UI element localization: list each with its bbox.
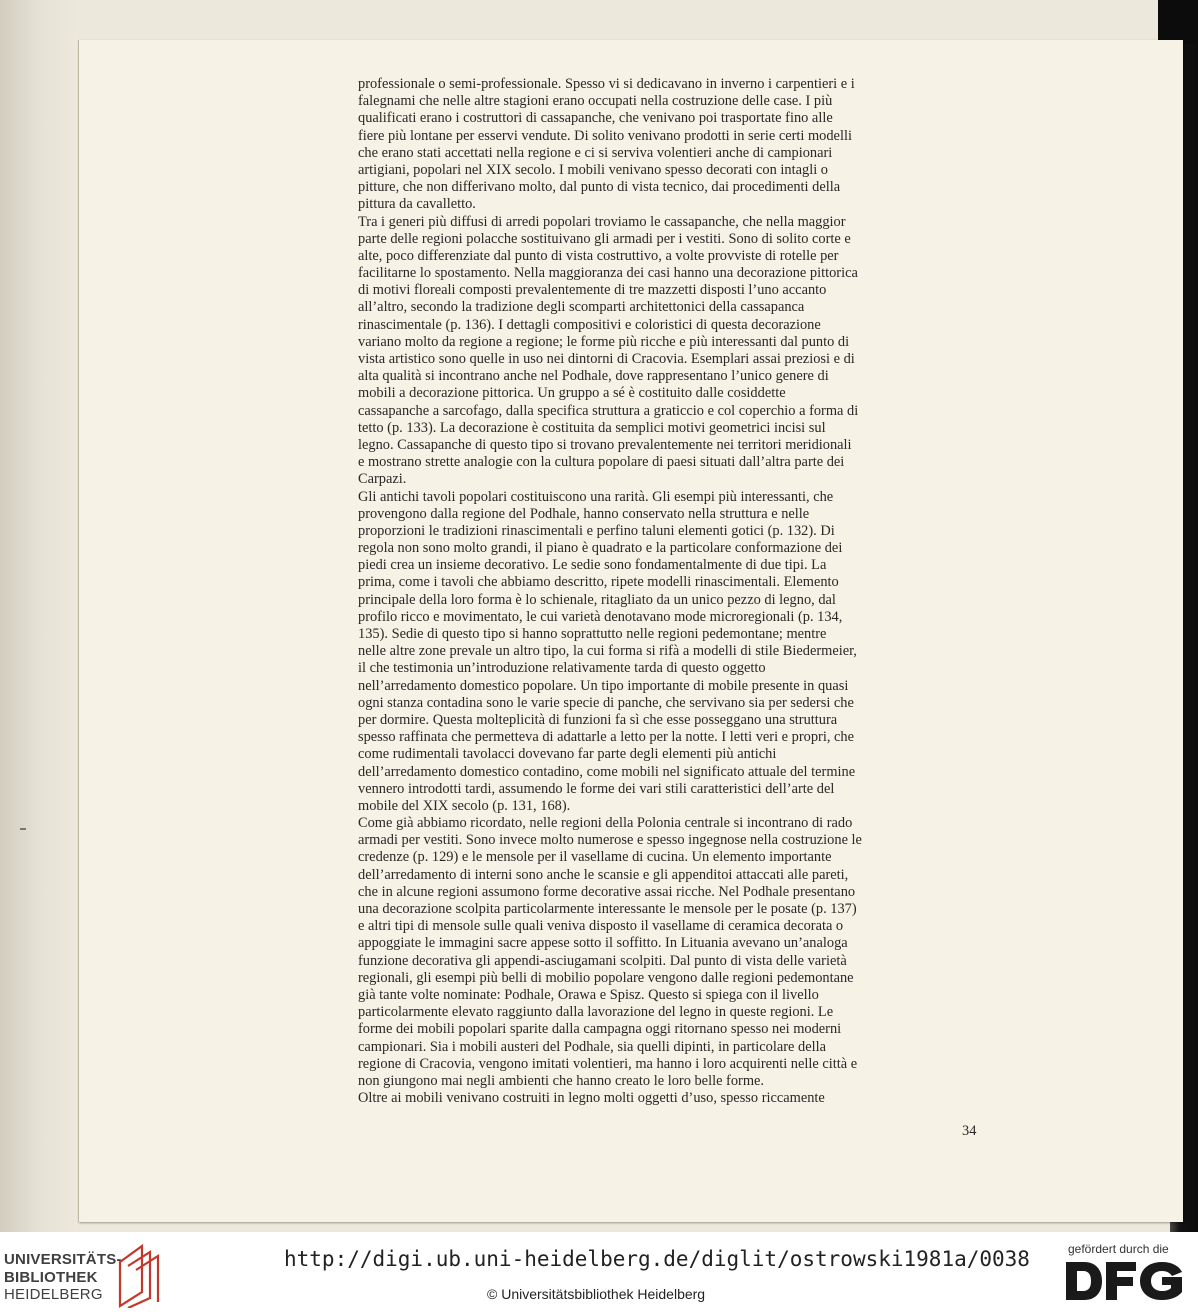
text-line: il che testimonia un’introduzione relativamente tarda di questo oggetto <box>358 660 766 677</box>
text-line: regionali, gli esempi più belli di mobilio popolare vengono dalle regioni pedemontane <box>358 969 854 986</box>
text-line: pittura da cavalletto. <box>358 196 476 213</box>
text-line: facilitarne lo spostamento. Nella maggioranza dei casi hanno una decorazione pittorica <box>358 265 858 282</box>
text-line: nell’arredamento domestico popolare. Un tipo importante di mobile presente in quasi <box>358 677 849 694</box>
text-line: funzione decorativa gli appendi-asciugamani scolpiti. Dal punto di vista delle varietà <box>358 952 847 969</box>
text-line: spesso raffinata che permetteva di adattarle a letto per la notte. I letti veri e propri, che <box>358 729 854 746</box>
text-line: Tra i generi più diffusi di arredi popolari troviamo le cassapanche, che nella maggior <box>358 213 846 230</box>
text-line: cassapanche a sarcofago, dalla specifica struttura a graticcio e col coperchio a forma di <box>358 402 859 419</box>
text-line: prima, come i tavoli che abbiamo descritto, ripete modelli rinascimentali. Elemento <box>358 574 839 591</box>
text-line: regione di Cracovia, vengono imitati volentieri, ma hanno i loro acquirenti nelle città e <box>358 1055 858 1072</box>
text-line: forme dei mobili popolari sparite dalla campagna oggi ritornano spesso nei moderni <box>358 1021 842 1038</box>
text-line: 135). Sedie di questo tipo si hanno soprattutto nelle regioni pedemontane; mentre <box>358 626 827 642</box>
text-line: professionale o semi-professionale. Spesso vi si dedicavano in inverno i carpentieri e i <box>358 76 855 92</box>
text-line: variano molto da regione a regione; le forme più ricche e più interessanti dal punto di <box>358 333 850 350</box>
text-line: appoggiate le immagini sacre appese sotto il soffitto. In Lituania avevano un’analoga <box>358 935 848 952</box>
funding-caption: gefördert durch die <box>1068 1242 1169 1256</box>
body-text <box>358 76 938 1107</box>
text-line: rinascimentale (p. 136). I dettagli compositivi e coloristici di questa decorazione <box>358 316 821 333</box>
text-line: Come già abbiamo ricordato, nelle regioni della Polonia centrale si incontrano di rado <box>358 815 853 832</box>
text-line: nelle altre zone prevale un altro tipo, la cui forma si rifà a modelli di stile Biedermeier, <box>358 643 857 660</box>
text-line: Oltre ai mobili venivano costruiti in legno molti oggetti d’uso, spesso riccamente <box>358 1090 825 1107</box>
text-line: all’altro, secondo la tradizione degli scomparti architettonici della cassapanca <box>358 299 805 316</box>
text-line: tetto (p. 133). La decorazione è costituita da semplici motivi geometrici incisi sul <box>358 419 826 436</box>
text-line: fiere più lontane per esservi vendute. Di solito venivano prodotti in serie certi modelli <box>358 127 852 144</box>
text-line: che erano stati accettati nella regione e ci si serviva volentieri anche di campionari <box>358 144 833 161</box>
text-line: proporzioni le tradizioni rinascimentali e perfino taluni elementi gotici (p. 132). Di <box>358 522 835 539</box>
text-line: non giungono mai negli ambienti che hanno creato le loro belle forme. <box>358 1072 765 1089</box>
text-line: legno. Cassapanche di questo tipo si trovano prevalentemente nei territori meridionali <box>358 436 852 453</box>
text-line: e altri tipi di mensole sulle quali veniva disposto il vasellame di ceramica decorata o <box>358 918 844 935</box>
text-line: piedi crea un insieme decorativo. Le sedie sono fondamentalmente di due tipi. La <box>358 557 827 574</box>
text-line: mobile del XIX secolo (p. 131, 168). <box>358 797 571 814</box>
page-number: 34 <box>962 1123 977 1139</box>
text-line: pitture, che non differivano molto, dal punto di vista tecnico, dai procedimenti della <box>358 179 841 196</box>
text-line: e mostrano strette analogie con la cultura popolare di paesi situati dall’altra parte dei <box>358 454 845 471</box>
scan-dark-corner <box>1158 0 1198 44</box>
text-line: qualificati erano i costruttori di cassapanche, che venivano poi trasportate fino alle <box>358 110 833 127</box>
text-line: particolarmente elevato raggiunto dalla lavorazione del legno in queste regioni. Le <box>358 1004 834 1021</box>
footer-bar <box>0 1232 1198 1316</box>
text-line: principale della loro forma è lo schienale, ritagliato da un unico pezzo di legno, dal <box>358 591 836 608</box>
library-name-line-3[interactable]: HEIDELBERG <box>4 1286 103 1303</box>
copyright-notice: © Universitätsbibliothek Heidelberg <box>487 1286 706 1302</box>
text-line: Carpazi. <box>358 471 407 488</box>
text-line: falegnami che nelle altre stagioni erano occupati nella costruzione delle case. I più <box>358 93 833 110</box>
text-line: campionari. Sia i mobili austeri del Podhale, sia quelli dipinti, in particolare della <box>358 1038 826 1055</box>
text-line: regola non sono molto grandi, il piano è quadrato e la particolare conformazione dei <box>358 540 843 557</box>
text-line: provengono dalla regione del Podhale, hanno conservato nella struttura e nelle <box>358 505 810 522</box>
text-line: come rudimentali tavolacci dovevano far parte degli elementi più antichi <box>358 746 777 763</box>
text-line: profilo ricco e movimentato, le cui varietà denotavano mode microregionali (p. 134, <box>358 608 843 625</box>
text-line: alte, poco differenziate dal punto di vista costruttivo, a volte provviste di rotelle per <box>358 247 839 264</box>
text-line: che in alcune regioni assumono forme decorative assai ricche. Nel Podhale presentano <box>358 883 856 900</box>
margin-mark <box>20 828 26 830</box>
text-line: vista artistico sono quelle in uso nei dintorni di Cracovia. Esemplari assai preziosi e di <box>358 351 855 367</box>
text-line: una decorazione scolpita particolarmente interessante le mensole per le posate (p. 137) <box>358 901 857 917</box>
text-line: artigiani, popolari nel XIX secolo. I mobili venivano spesso decorati con intagli o <box>358 161 828 178</box>
dfg-logo-icon[interactable] <box>1066 1262 1184 1300</box>
library-name-line-2[interactable]: BIBLIOTHEK <box>4 1269 98 1286</box>
text-line: armadi per vestiti. Sono invece molto numerose e spesso ingegnose nella costruzione le <box>358 832 862 849</box>
text-line: dell’arredamento domestico contadino, come mobili nel significato attuale del termine <box>358 763 856 780</box>
text-line: alta qualità si incontrano anche nel Podhale, dove rappresentano l’unico genere di <box>358 368 829 385</box>
text-line: di motivi floreali composti prevalentemente di tre mazzetti disposti l’uno accanto <box>358 282 827 299</box>
text-line: per dormire. Questa molteplicità di funzioni fa sì che esse posseggano una struttura <box>358 711 838 728</box>
text-line: mobili a decorazione pittorica. Un gruppo a sé è costituito dalle cosiddette <box>358 385 786 402</box>
text-line: Gli antichi tavoli popolari costituiscono una rarità. Gli esempi più interessanti, che <box>358 488 834 505</box>
library-emblem-icon[interactable] <box>116 1240 166 1308</box>
text-line: parte delle regioni polacche sostituivano gli armadi per i vestiti. Sono di solito corte e <box>358 230 851 247</box>
text-line: ogni stanza contadina sono le varie specie di panche, che servivano sia per sedersi che <box>358 694 854 711</box>
permalink-url[interactable]: http://digi.ub.uni-heidelberg.de/diglit/ostrowski1981a/0038 <box>284 1247 1030 1271</box>
text-line: dell’arredamento di interni sono anche le scansie e gli appenditoi attaccati alle pareti, <box>358 866 849 883</box>
text-line: vennero introdotti tardi, assumendo le forme dei vari stili caratteristici dell’arte del <box>358 780 835 797</box>
library-name-line-1[interactable]: UNIVERSITÄTS- <box>4 1251 122 1268</box>
text-line: già tante volte nominate: Podhale, Orawa e Spisz. Questo si spiega con il livello <box>358 986 819 1003</box>
text-line: credenze (p. 129) e le mensole per il vasellame di cucina. Un elemento importante <box>358 849 832 866</box>
